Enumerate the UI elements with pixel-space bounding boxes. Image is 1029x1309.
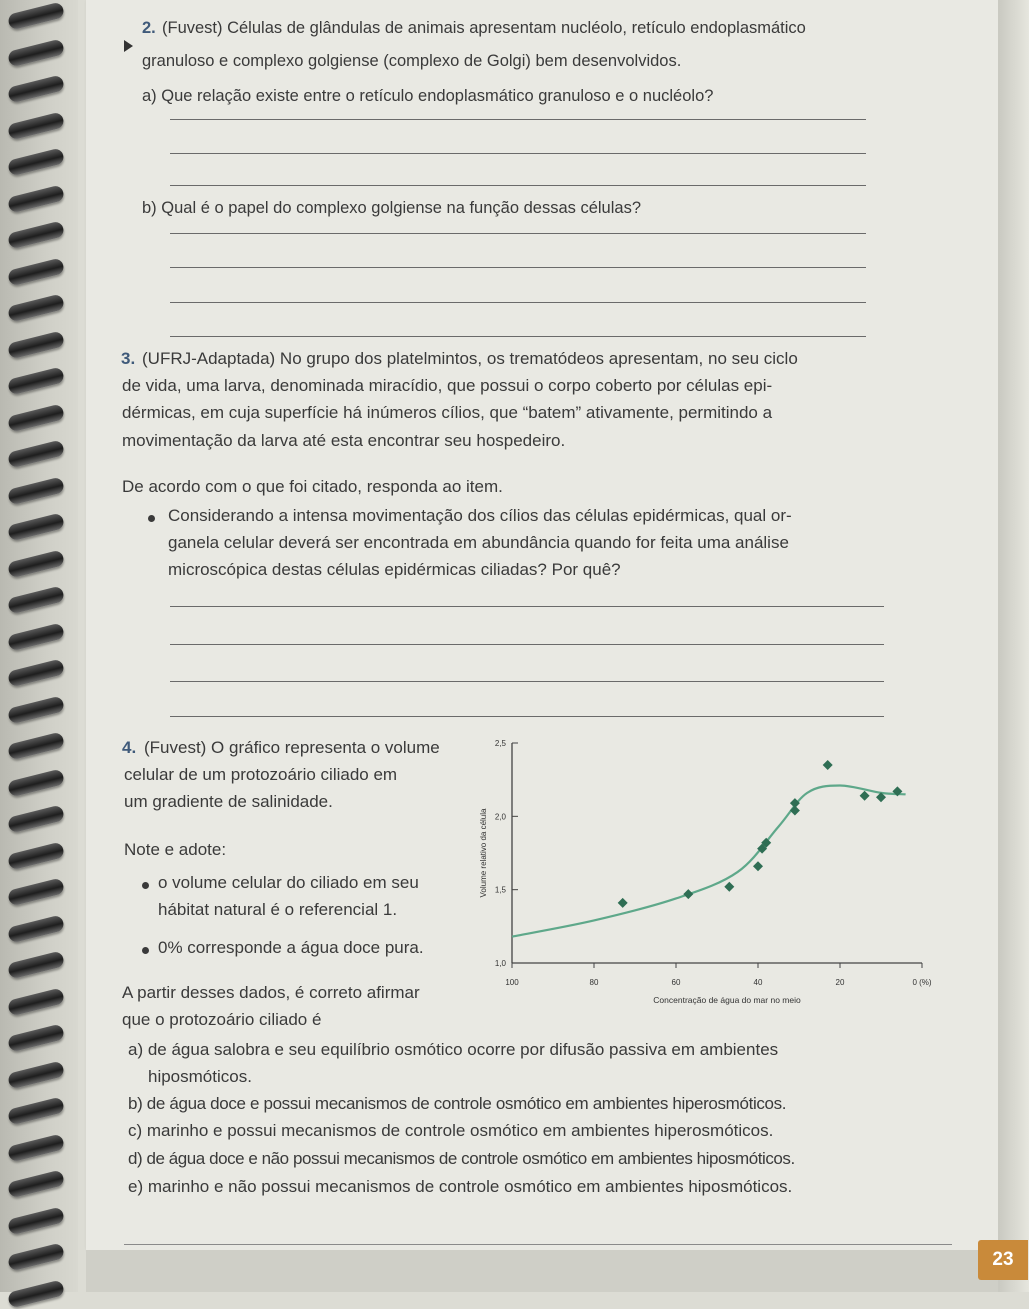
spiral-ring: [7, 476, 65, 505]
answer-line[interactable]: [170, 302, 866, 303]
data-point: [618, 898, 628, 908]
spiral-ring: [7, 111, 65, 140]
question-3-item-line3: microscópica destas células epidérmicas ciliadas? Por quê?: [168, 560, 621, 579]
spiral-ring: [7, 1279, 65, 1308]
question-3-item-line2: ganela celular deverá ser encontrada em abundância quando for feita uma análise: [168, 533, 789, 552]
answer-line[interactable]: [170, 681, 884, 682]
bullet-icon: [142, 947, 149, 954]
worksheet-page: [86, 0, 998, 1250]
spiral-ring: [7, 1096, 65, 1125]
data-point: [724, 882, 734, 892]
spiral-ring: [7, 403, 65, 432]
question-4-number: 4.: [122, 738, 137, 757]
spiral-ring: [7, 658, 65, 687]
question-2-intro-line2: granuloso e complexo golgiense (complexo de Golgi) bem desenvolvidos.: [142, 52, 682, 70]
spiral-ring: [7, 841, 65, 870]
answer-line[interactable]: [170, 644, 884, 645]
x-tick-label: 100: [505, 978, 519, 987]
spiral-ring: [7, 330, 65, 359]
spiral-ring: [7, 622, 65, 651]
question-4-prompt-line2: que o protozoário ciliado é: [122, 1010, 322, 1029]
x-tick-label: 0 (%): [912, 978, 932, 987]
data-point: [683, 889, 693, 899]
spiral-ring: [7, 257, 65, 286]
x-tick-label: 60: [671, 978, 681, 987]
spiral-ring: [7, 1, 65, 30]
question-3-item-line1: Considerando a intensa movimentação dos cílios das células epidérmicas, qual or-: [168, 506, 792, 525]
cell-volume-chart: [472, 728, 942, 1028]
y-tick-label: 1,0: [494, 959, 506, 968]
note-1-line1: o volume celular do ciliado em seu: [158, 873, 419, 892]
spiral-ring: [7, 914, 65, 943]
page-bottom-edge: [86, 1250, 998, 1292]
spiral-ring: [7, 512, 65, 541]
spiral-ring: [7, 731, 65, 760]
answer-line[interactable]: [170, 233, 866, 234]
spiral-ring: [7, 147, 65, 176]
spiral-ring: [7, 549, 65, 578]
answer-line[interactable]: [170, 267, 866, 268]
option-b[interactable]: b) de água doce e possui mecanismos de controle osmótico em ambientes hiperosmóticos.: [128, 1094, 787, 1113]
page-number: 23: [978, 1240, 1028, 1280]
notebook-spiral-binding: [0, 0, 78, 1292]
trend-curve: [512, 786, 906, 937]
spiral-ring: [7, 220, 65, 249]
spiral-ring: [7, 768, 65, 797]
spiral-ring: [7, 1060, 65, 1089]
spiral-ring: [7, 38, 65, 67]
answer-line[interactable]: [170, 185, 866, 186]
y-tick-label: 1,5: [494, 885, 506, 895]
option-c[interactable]: c) marinho e possui mecanismos de controle osmótico em ambientes hiperosmóticos.: [128, 1121, 774, 1140]
note-title: Note e adote:: [124, 840, 227, 859]
x-axis-label: Concentração de água do mar no meio: [653, 995, 801, 1005]
spiral-ring: [7, 1206, 65, 1235]
answer-line[interactable]: [170, 153, 866, 154]
question-4-line1: (Fuvest) O gráfico representa o volume: [144, 738, 440, 757]
spiral-ring: [7, 1023, 65, 1052]
answer-line[interactable]: [170, 336, 866, 337]
question-4-line2: celular de um protozoário ciliado em: [124, 765, 398, 784]
x-tick-label: 80: [589, 978, 599, 987]
spiral-ring: [7, 1133, 65, 1162]
option-e[interactable]: e) marinho e não possui mecanismos de controle osmótico em ambientes hiposmóticos.: [128, 1177, 793, 1196]
question-3-line4: movimentação da larva até esta encontrar seu hospedeiro.: [122, 431, 566, 450]
option-d[interactable]: d) de água doce e não possui mecanismos de controle osmótico em ambientes hiposmóticos.: [128, 1149, 795, 1168]
question-2b-text: b) Qual é o papel do complexo golgiense na função dessas células?: [142, 199, 641, 217]
spiral-ring: [7, 585, 65, 614]
question-3-instruction: De acordo com o que foi citado, responda ao item.: [122, 477, 503, 496]
spiral-ring: [7, 1242, 65, 1271]
note-1-line2: hábitat natural é o referencial 1.: [158, 900, 398, 919]
data-point: [823, 760, 833, 770]
spiral-ring: [7, 950, 65, 979]
question-3-line3: dérmicas, em cuja superfície há inúmeros cílios, que “batem” ativamente, permitindo a: [122, 403, 773, 422]
question-4-prompt-line1: A partir desses dados, é correto afirmar: [122, 983, 420, 1002]
answer-line[interactable]: [170, 119, 866, 120]
question-3-line1: (UFRJ-Adaptada) No grupo dos platelmintos, os trematódeos apresentam, no seu ciclo: [142, 349, 798, 368]
question-3-line2: de vida, uma larva, denominada miracídio, que possui o corpo coberto por células epi-: [122, 376, 773, 395]
data-point: [860, 791, 870, 801]
question-2a-text: a) Que relação existe entre o retículo endoplasmático granuloso e o nucléolo?: [142, 87, 714, 105]
question-2-number: 2.: [142, 19, 156, 37]
question-2-intro-line1: (Fuvest) Células de glândulas de animais apresentam nucléolo, retículo endoplasmático: [162, 19, 806, 37]
x-tick-label: 20: [835, 978, 845, 987]
answer-line[interactable]: [170, 606, 884, 607]
spiral-ring: [7, 74, 65, 103]
data-point: [753, 861, 763, 871]
spiral-ring: [7, 293, 65, 322]
option-a-line1[interactable]: a) de água salobra e seu equilíbrio osmótico ocorre por difusão passiva em ambientes: [128, 1040, 779, 1059]
answer-line[interactable]: [170, 716, 884, 717]
spiral-ring: [7, 695, 65, 724]
bullet-icon: [142, 882, 149, 889]
question-4-line3: um gradiente de salinidade.: [124, 792, 333, 811]
option-a-line2[interactable]: hiposmóticos.: [148, 1067, 252, 1086]
arrow-marker-icon: [124, 40, 133, 52]
spiral-ring: [7, 366, 65, 395]
spiral-ring: [7, 987, 65, 1016]
y-tick-label: 2,0: [494, 812, 506, 822]
note-2: 0% corresponde a água doce pura.: [158, 938, 424, 957]
x-tick-label: 40: [753, 978, 763, 987]
spiral-ring: [7, 184, 65, 213]
spiral-ring: [7, 1169, 65, 1198]
y-axis-label: Volume relativo da célula: [479, 808, 488, 898]
footer-divider: [124, 1244, 952, 1245]
spiral-ring: [7, 804, 65, 833]
spiral-ring: [7, 877, 65, 906]
spiral-ring: [7, 439, 65, 468]
y-tick-label: 2,5: [494, 739, 506, 748]
question-3-number: 3.: [121, 349, 136, 368]
page-edge: [998, 0, 1029, 1292]
bullet-icon: [148, 515, 155, 522]
